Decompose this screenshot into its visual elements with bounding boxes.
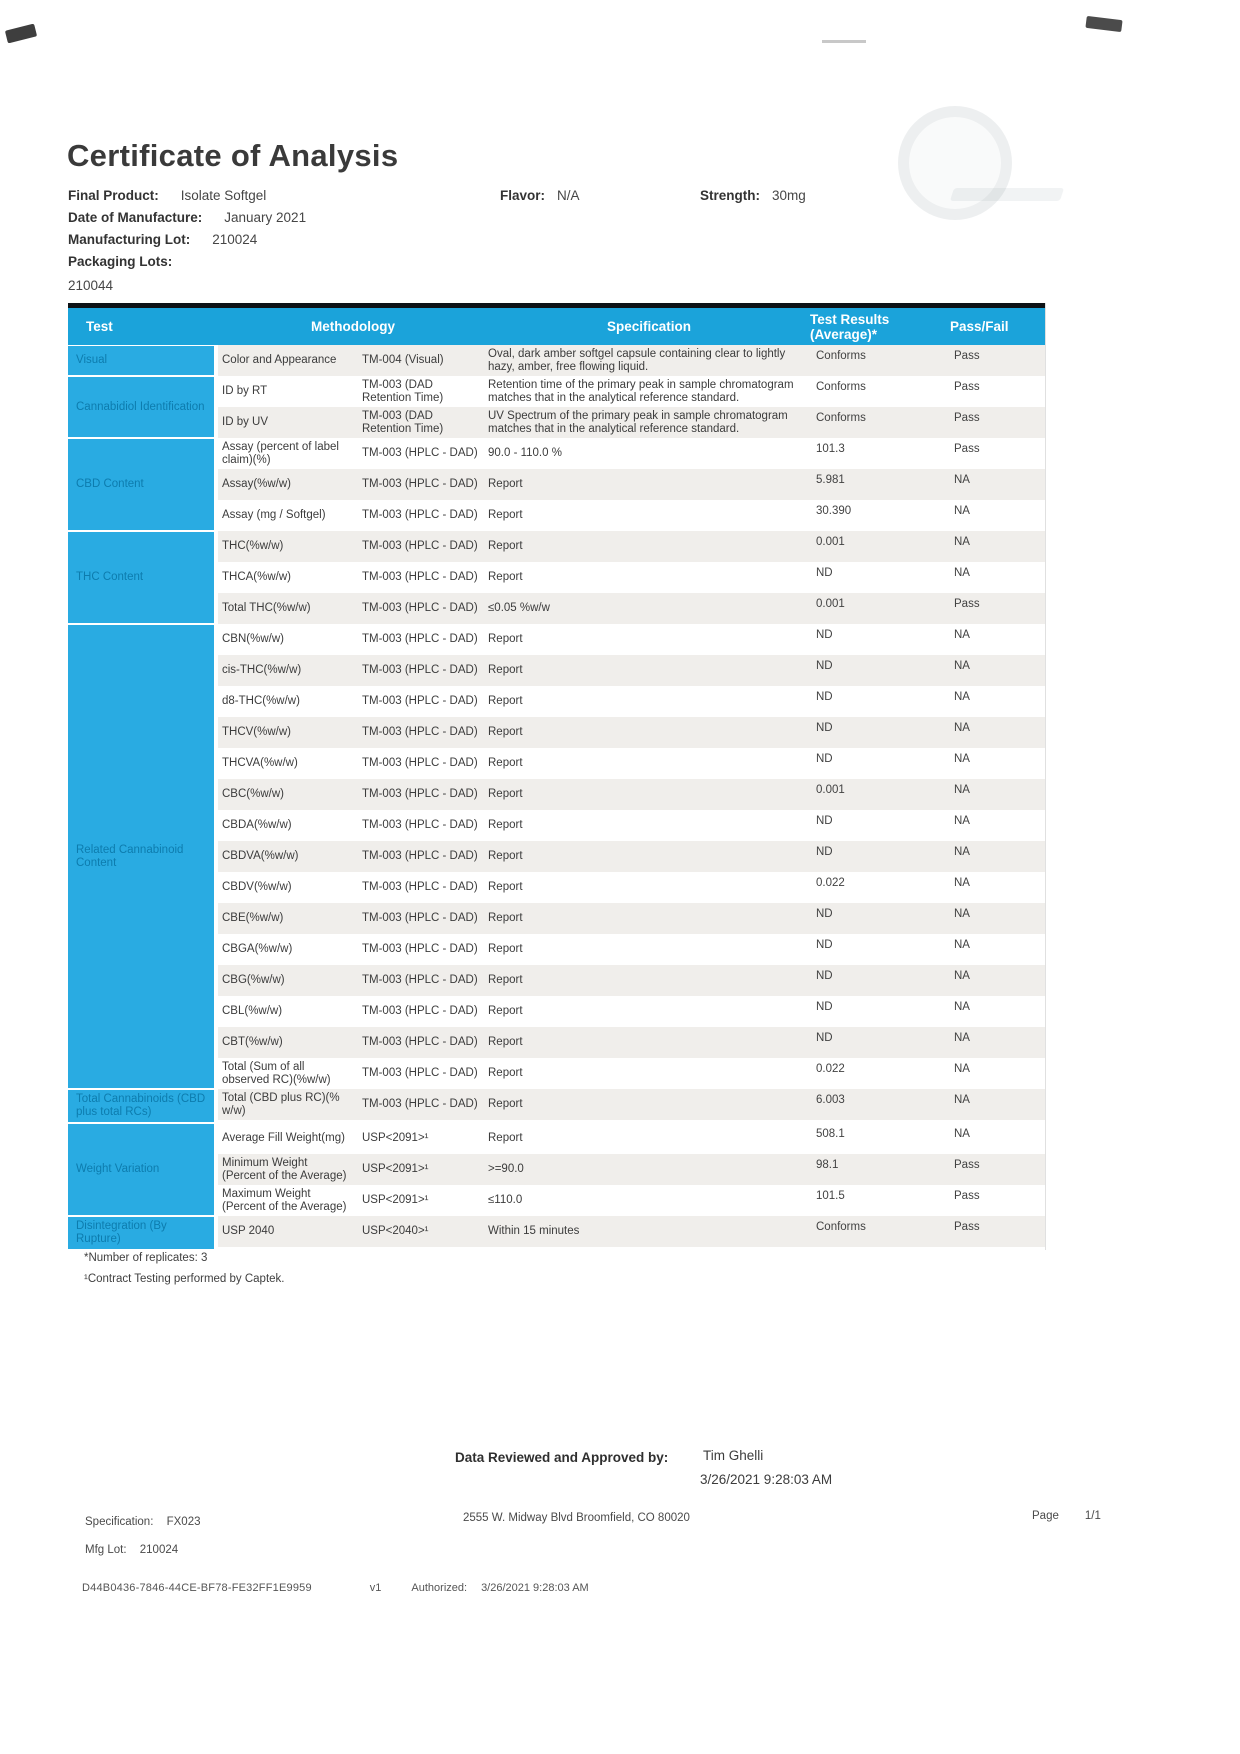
specification-cell: Report bbox=[488, 1036, 523, 1048]
test-name-cell: ID by UV bbox=[222, 416, 269, 428]
test-group-rows bbox=[218, 376, 1045, 438]
methodology-cell: TM-003 (HPLC - DAD) bbox=[362, 664, 478, 676]
methodology-cell: TM-003 (HPLC - DAD) bbox=[362, 850, 478, 862]
pass-fail-cell: NA bbox=[954, 1001, 970, 1013]
test-result-cell: Conforms bbox=[816, 381, 866, 393]
test-result-cell: ND bbox=[816, 753, 833, 765]
methodology-cell: TM-004 (Visual) bbox=[362, 354, 444, 366]
specification-cell: Report bbox=[488, 881, 523, 893]
test-group-rows bbox=[218, 1089, 1045, 1123]
test-result-cell: 101.3 bbox=[816, 443, 845, 455]
specification-value: FX023 bbox=[166, 1516, 201, 1528]
test-name-cell: Assay (percent of label claim)(%) bbox=[222, 440, 339, 466]
test-group bbox=[68, 376, 1045, 438]
test-result-cell: 0.022 bbox=[816, 877, 845, 889]
specification-cell: Report bbox=[488, 943, 523, 955]
header-pass-fail: Pass/Fail bbox=[950, 319, 1009, 334]
specification-cell: Report bbox=[488, 1098, 523, 1110]
flavor-label: Flavor: bbox=[500, 188, 546, 203]
result-row bbox=[218, 438, 1045, 469]
test-name-cell: Maximum Weight (Percent of the Average) bbox=[222, 1187, 347, 1213]
pass-fail-cell: NA bbox=[954, 567, 970, 579]
scan-artifact bbox=[822, 40, 866, 43]
date-of-manufacture-label: Date of Manufacture: bbox=[68, 210, 203, 225]
pass-fail-cell: NA bbox=[954, 474, 970, 486]
specification-cell: ≤110.0 bbox=[488, 1194, 523, 1206]
test-name-cell: CBL(%w/w) bbox=[222, 1005, 283, 1017]
pass-fail-cell: NA bbox=[954, 691, 970, 703]
test-result-cell: ND bbox=[816, 722, 833, 734]
methodology-cell: TM-003 (HPLC - DAD) bbox=[362, 912, 478, 924]
test-name-cell: CBDVA(%w/w) bbox=[222, 850, 299, 862]
header-test-results: Test Results (Average)* bbox=[810, 311, 890, 342]
specification-label: Specification: bbox=[85, 1516, 154, 1528]
pass-fail-cell: NA bbox=[954, 629, 970, 641]
methodology-cell: TM-003 (HPLC - DAD) bbox=[362, 1098, 478, 1110]
pass-fail-cell: NA bbox=[954, 939, 970, 951]
test-group-rows bbox=[218, 345, 1045, 376]
strength-value: 30mg bbox=[772, 188, 806, 203]
result-row bbox=[218, 500, 1045, 531]
test-group bbox=[68, 1216, 1045, 1250]
test-name-cell: THCA(%w/w) bbox=[222, 571, 291, 583]
methodology-cell: TM-003 (HPLC - DAD) bbox=[362, 695, 478, 707]
final-product-value: Isolate Softgel bbox=[180, 188, 267, 203]
result-row bbox=[218, 686, 1045, 717]
test-result-cell: ND bbox=[816, 1001, 833, 1013]
header-test: Test bbox=[86, 319, 113, 334]
test-name-cell: CBE(%w/w) bbox=[222, 912, 284, 924]
specification-cell: Report bbox=[488, 540, 523, 552]
test-name-cell: THCV(%w/w) bbox=[222, 726, 291, 738]
methodology-cell: USP<2091>¹ bbox=[362, 1194, 429, 1206]
pass-fail-cell: NA bbox=[954, 1094, 970, 1106]
table-header-row bbox=[68, 303, 1045, 345]
specification-cell: Oval, dark amber softgel capsule containing clear to lightly hazy, amber, free flowing liquid. bbox=[488, 347, 786, 373]
test-name-cell: Total (Sum of all observed RC)(%w/w) bbox=[222, 1060, 331, 1086]
specification-cell: Report bbox=[488, 633, 523, 645]
methodology-cell: TM-003 (HPLC - DAD) bbox=[362, 881, 478, 893]
methodology-cell: TM-003 (HPLC - DAD) bbox=[362, 602, 478, 614]
test-category-cell: Cannabidiol Identification bbox=[68, 377, 214, 437]
result-row bbox=[218, 934, 1045, 965]
pass-fail-cell: NA bbox=[954, 722, 970, 734]
test-name-cell: Total THC(%w/w) bbox=[222, 602, 311, 614]
test-name-cell: Assay (mg / Softgel) bbox=[222, 509, 326, 521]
test-result-cell: Conforms bbox=[816, 1221, 866, 1233]
result-row bbox=[218, 1089, 1045, 1120]
test-category-cell: THC Content bbox=[68, 532, 214, 623]
footer-specification bbox=[85, 1516, 201, 1528]
test-result-cell: ND bbox=[816, 939, 833, 951]
test-group bbox=[68, 1089, 1045, 1123]
approver-name: Tim Ghelli bbox=[703, 1448, 764, 1463]
footnote-replicates: *Number of replicates: 3 bbox=[84, 1252, 208, 1264]
test-result-cell: 6.003 bbox=[816, 1094, 845, 1106]
specification-cell: Report bbox=[488, 695, 523, 707]
pass-fail-cell: NA bbox=[954, 660, 970, 672]
mfg-lot-value: 210024 bbox=[139, 1544, 179, 1556]
authorized-label: Authorized: bbox=[411, 1582, 468, 1594]
test-name-cell: Color and Appearance bbox=[222, 354, 337, 366]
test-name-cell: Assay(%w/w) bbox=[222, 478, 292, 490]
methodology-cell: TM-003 (HPLC - DAD) bbox=[362, 509, 478, 521]
result-row bbox=[218, 903, 1045, 934]
page-label: Page bbox=[1032, 1510, 1059, 1522]
document-id-line bbox=[82, 1582, 589, 1594]
methodology-cell: TM-003 (DAD Retention Time) bbox=[362, 409, 444, 435]
methodology-cell: TM-003 (HPLC - DAD) bbox=[362, 540, 478, 552]
mfg-lot-label: Mfg Lot: bbox=[85, 1544, 127, 1556]
pass-fail-cell: NA bbox=[954, 753, 970, 765]
meta-row-packaging bbox=[68, 254, 1178, 270]
header-specification: Specification bbox=[606, 319, 692, 334]
result-row bbox=[218, 469, 1045, 500]
results-table bbox=[68, 303, 1046, 1250]
specification-cell: Report bbox=[488, 1005, 523, 1017]
test-name-cell: CBN(%w/w) bbox=[222, 633, 284, 645]
test-category-cell: Disintegration (By Rupture) bbox=[68, 1217, 214, 1249]
pass-fail-cell: NA bbox=[954, 1128, 970, 1140]
result-row bbox=[218, 996, 1045, 1027]
result-row bbox=[218, 717, 1045, 748]
test-group bbox=[68, 438, 1045, 531]
specification-cell: Report bbox=[488, 819, 523, 831]
manufacturing-lot-label: Manufacturing Lot: bbox=[68, 232, 191, 247]
page-title: Certificate of Analysis bbox=[67, 138, 399, 173]
result-row bbox=[218, 593, 1045, 624]
test-result-cell: ND bbox=[816, 567, 833, 579]
test-result-cell: Conforms bbox=[816, 350, 866, 362]
test-name-cell: Average Fill Weight(mg) bbox=[222, 1132, 345, 1144]
pass-fail-cell: Pass bbox=[954, 381, 980, 393]
test-category-cell: Weight Variation bbox=[68, 1124, 214, 1215]
strength-label: Strength: bbox=[700, 188, 760, 203]
specification-cell: Report bbox=[488, 571, 523, 583]
methodology-cell: TM-003 (HPLC - DAD) bbox=[362, 819, 478, 831]
test-name-cell: CBDV(%w/w) bbox=[222, 881, 292, 893]
results-table-body bbox=[68, 345, 1045, 1250]
methodology-cell: TM-003 (HPLC - DAD) bbox=[362, 1067, 478, 1079]
flavor-field bbox=[500, 188, 580, 203]
result-row bbox=[218, 1027, 1045, 1058]
methodology-cell: TM-003 (HPLC - DAD) bbox=[362, 478, 478, 490]
methodology-cell: USP<2091>¹ bbox=[362, 1132, 429, 1144]
test-group bbox=[68, 1123, 1045, 1216]
result-row bbox=[218, 1154, 1045, 1185]
methodology-cell: TM-003 (DAD Retention Time) bbox=[362, 378, 444, 404]
scan-artifact bbox=[5, 24, 37, 44]
methodology-cell: TM-003 (HPLC - DAD) bbox=[362, 633, 478, 645]
result-row bbox=[218, 376, 1045, 407]
pass-fail-cell: Pass bbox=[954, 1221, 980, 1233]
approval-block bbox=[455, 1448, 833, 1487]
test-result-cell: 0.022 bbox=[816, 1063, 845, 1075]
specification-cell: Report bbox=[488, 478, 523, 490]
test-name-cell: CBDA(%w/w) bbox=[222, 819, 292, 831]
test-result-cell: Conforms bbox=[816, 412, 866, 424]
test-result-cell: 30.390 bbox=[816, 505, 852, 517]
specification-cell: UV Spectrum of the primary peak in sample chromatogram matches that in the analytical reference standard. bbox=[488, 409, 788, 435]
product-meta bbox=[68, 188, 1178, 293]
footnote-contract-testing: ¹Contract Testing performed by Captek. bbox=[84, 1273, 285, 1285]
final-product-label: Final Product: bbox=[68, 188, 159, 203]
pass-fail-cell: Pass bbox=[954, 443, 980, 455]
footnotes bbox=[84, 1252, 285, 1294]
meta-row-mfg-lot bbox=[68, 232, 1178, 248]
header-methodology: Methodology bbox=[311, 319, 395, 334]
methodology-cell: USP<2040>¹ bbox=[362, 1225, 429, 1237]
specification-cell: Report bbox=[488, 509, 523, 521]
specification-cell: Report bbox=[488, 664, 523, 676]
methodology-cell: TM-003 (HPLC - DAD) bbox=[362, 943, 478, 955]
test-result-cell: ND bbox=[816, 908, 833, 920]
approved-by-label: Data Reviewed and Approved by: bbox=[455, 1450, 669, 1465]
meta-row-product bbox=[68, 188, 1178, 204]
result-row bbox=[218, 872, 1045, 903]
pass-fail-cell: Pass bbox=[954, 412, 980, 424]
test-name-cell: USP 2040 bbox=[222, 1225, 275, 1237]
test-result-cell: 98.1 bbox=[816, 1159, 839, 1171]
specification-cell: Within 15 minutes bbox=[488, 1225, 580, 1237]
specification-cell: Report bbox=[488, 1067, 523, 1079]
result-row bbox=[218, 624, 1045, 655]
pass-fail-cell: NA bbox=[954, 1032, 970, 1044]
page-number: 1/1 bbox=[1084, 1510, 1101, 1522]
test-category-cell: Related Cannabinoid Content bbox=[68, 625, 214, 1088]
test-result-cell: ND bbox=[816, 970, 833, 982]
test-name-cell: Minimum Weight (Percent of the Average) bbox=[222, 1156, 347, 1182]
test-result-cell: ND bbox=[816, 846, 833, 858]
pass-fail-cell: Pass bbox=[954, 598, 980, 610]
specification-cell: Report bbox=[488, 757, 523, 769]
test-name-cell: CBG(%w/w) bbox=[222, 974, 285, 986]
pass-fail-cell: NA bbox=[954, 505, 970, 517]
methodology-cell: TM-003 (HPLC - DAD) bbox=[362, 571, 478, 583]
test-result-cell: ND bbox=[816, 660, 833, 672]
result-row bbox=[218, 407, 1045, 438]
test-group-rows bbox=[218, 1123, 1045, 1216]
methodology-cell: TM-003 (HPLC - DAD) bbox=[362, 974, 478, 986]
test-name-cell: CBC(%w/w) bbox=[222, 788, 284, 800]
specification-cell: Report bbox=[488, 974, 523, 986]
pass-fail-cell: NA bbox=[954, 815, 970, 827]
specification-cell: >=90.0 bbox=[488, 1163, 524, 1175]
test-group-rows bbox=[218, 438, 1045, 531]
scan-artifact bbox=[1085, 16, 1122, 32]
test-name-cell: THC(%w/w) bbox=[222, 540, 284, 552]
test-category-cell: CBD Content bbox=[68, 439, 214, 530]
flavor-value: N/A bbox=[557, 188, 580, 203]
result-row bbox=[218, 748, 1045, 779]
test-group bbox=[68, 624, 1045, 1089]
test-result-cell: 101.5 bbox=[816, 1190, 845, 1202]
page-indicator bbox=[1032, 1510, 1101, 1522]
test-category-cell: Total Cannabinoids (CBD plus total RCs) bbox=[68, 1090, 214, 1122]
test-result-cell: ND bbox=[816, 691, 833, 703]
footer-mfg-lot bbox=[85, 1544, 178, 1556]
packaging-lots-label: Packaging Lots: bbox=[68, 254, 173, 269]
result-row bbox=[218, 810, 1045, 841]
test-name-cell: THCVA(%w/w) bbox=[222, 757, 298, 769]
specification-cell: Report bbox=[488, 726, 523, 738]
result-row bbox=[218, 841, 1045, 872]
test-name-cell: Total (CBD plus RC)(% w/w) bbox=[222, 1091, 340, 1117]
result-row bbox=[218, 562, 1045, 593]
specification-cell: Report bbox=[488, 912, 523, 924]
methodology-cell: USP<2091>¹ bbox=[362, 1163, 429, 1175]
test-group bbox=[68, 531, 1045, 624]
test-result-cell: 0.001 bbox=[816, 784, 845, 796]
date-of-manufacture-value: January 2021 bbox=[224, 210, 307, 225]
result-row bbox=[218, 1123, 1045, 1154]
result-row bbox=[218, 345, 1045, 376]
test-result-cell: ND bbox=[816, 629, 833, 641]
methodology-cell: TM-003 (HPLC - DAD) bbox=[362, 447, 478, 459]
methodology-cell: TM-003 (HPLC - DAD) bbox=[362, 726, 478, 738]
test-group-rows bbox=[218, 624, 1045, 1089]
pass-fail-cell: Pass bbox=[954, 350, 980, 362]
meta-row-date bbox=[68, 210, 1178, 226]
test-result-cell: ND bbox=[816, 1032, 833, 1044]
test-result-cell: 5.981 bbox=[816, 474, 845, 486]
pass-fail-cell: NA bbox=[954, 1063, 970, 1075]
pass-fail-cell: NA bbox=[954, 846, 970, 858]
result-row bbox=[218, 1185, 1045, 1216]
test-category-cell: Visual bbox=[68, 346, 214, 375]
pass-fail-cell: NA bbox=[954, 536, 970, 548]
methodology-cell: TM-003 (HPLC - DAD) bbox=[362, 757, 478, 769]
test-group-rows bbox=[218, 1216, 1045, 1250]
pass-fail-cell: NA bbox=[954, 784, 970, 796]
result-row bbox=[218, 779, 1045, 810]
specification-cell: Report bbox=[488, 1132, 523, 1144]
methodology-cell: TM-003 (HPLC - DAD) bbox=[362, 1005, 478, 1017]
document-version: v1 bbox=[369, 1582, 382, 1594]
document-id: D44B0436-7846-44CE-BF78-FE32FF1E9959 bbox=[82, 1582, 312, 1594]
methodology-cell: TM-003 (HPLC - DAD) bbox=[362, 1036, 478, 1048]
methodology-cell: TM-003 (HPLC - DAD) bbox=[362, 788, 478, 800]
test-name-cell: ID by RT bbox=[222, 385, 268, 397]
test-name-cell: cis-THC(%w/w) bbox=[222, 664, 302, 676]
test-result-cell: 508.1 bbox=[816, 1128, 845, 1140]
approval-datetime: 3/26/2021 9:28:03 AM bbox=[700, 1472, 833, 1487]
pass-fail-cell: Pass bbox=[954, 1159, 980, 1171]
test-name-cell: CBGA(%w/w) bbox=[222, 943, 293, 955]
test-name-cell: CBT(%w/w) bbox=[222, 1036, 283, 1048]
manufacturing-lot-value: 210024 bbox=[212, 232, 258, 247]
pass-fail-cell: Pass bbox=[954, 1190, 980, 1202]
specification-cell: Report bbox=[488, 788, 523, 800]
authorized-datetime: 3/26/2021 9:28:03 AM bbox=[481, 1582, 589, 1594]
result-row bbox=[218, 1058, 1045, 1089]
test-name-cell: d8-THC(%w/w) bbox=[222, 695, 300, 707]
test-result-cell: ND bbox=[816, 815, 833, 827]
pass-fail-cell: NA bbox=[954, 908, 970, 920]
packaging-lot-value: 210044 bbox=[68, 278, 114, 293]
specification-cell: Retention time of the primary peak in sample chromatogram matches that in the analytical reference standard. bbox=[488, 378, 794, 404]
pass-fail-cell: NA bbox=[954, 877, 970, 889]
test-group-rows bbox=[218, 531, 1045, 624]
test-result-cell: 0.001 bbox=[816, 536, 845, 548]
result-row bbox=[218, 965, 1045, 996]
pass-fail-cell: NA bbox=[954, 970, 970, 982]
test-result-cell: 0.001 bbox=[816, 598, 845, 610]
company-address: 2555 W. Midway Blvd Broomfield, CO 80020 bbox=[463, 1512, 690, 1524]
result-row bbox=[218, 531, 1045, 562]
strength-field bbox=[700, 188, 806, 203]
specification-cell: ≤0.05 %w/w bbox=[488, 602, 550, 614]
specification-cell: 90.0 - 110.0 % bbox=[488, 447, 562, 459]
result-row bbox=[218, 1216, 1045, 1247]
test-group bbox=[68, 345, 1045, 376]
result-row bbox=[218, 655, 1045, 686]
specification-cell: Report bbox=[488, 850, 523, 862]
